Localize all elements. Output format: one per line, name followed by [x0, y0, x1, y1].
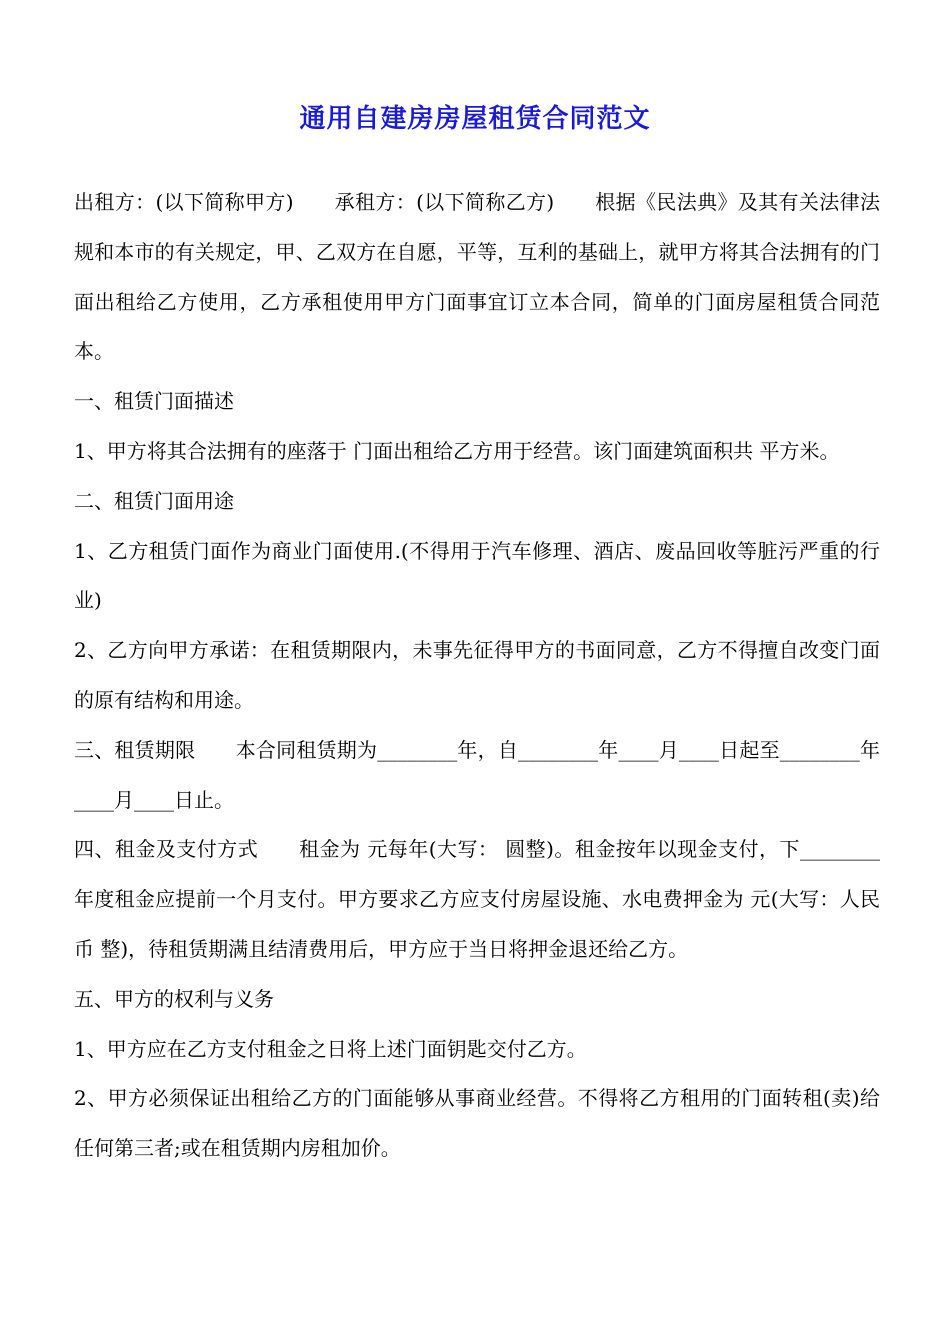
paragraph-preamble: 出租方：(以下简称甲方) 承租方：(以下简称乙方) 根据《民法典》及其有关法律法规和本市的有关规定，甲、乙双方在自愿，平等，互利的基础上，就甲方将其合法拥有的门面出租给乙方使用，乙方承租使用甲方门面事宜订立本合同，简单的门面房屋租赁合同范本。: [74, 190, 880, 364]
paragraph-lease-term: 三、租赁期限 本合同租赁期为________年，自________年____月____日起至________年____月____日止。: [74, 737, 880, 812]
paragraph-usage-commitment: 2、乙方向甲方承诺：在租赁期限内，未事先征得甲方的书面同意，乙方不得擅自改变门面的原有结构和用途。: [74, 638, 880, 712]
paragraph-lessor-guarantee: 2、甲方必须保证出租给乙方的门面能够从事商业经营。不得将乙方租用的门面转租(卖)给任何第三者;或在租赁期内房租加价。: [74, 1086, 880, 1161]
section-heading-lessor-rights: 五、甲方的权利与义务: [74, 986, 274, 1011]
section-heading-usage: 二、租赁门面用途: [74, 488, 234, 513]
document-title: 通用自建房房屋租赁合同范文: [299, 104, 651, 135]
paragraph-rent-payment: 四、租金及支付方式 租金为 元每年(大写： 圆整)。租金按年以现金支付，下________年度租金应提前一个月支付。甲方要求乙方应支付房屋设施、水电费押金为 元(大写：人民币 整)，待租赁期满且结清费用后，甲方应于当日将押金退还给乙方。: [74, 837, 880, 961]
document-body: [74, 178, 880, 1174]
paragraph-location-area: 1、甲方将其合法拥有的座落于 门面出租给乙方用于经营。该门面建筑面积共 平方米。: [74, 438, 840, 463]
section-heading-description: 一、租赁门面描述: [74, 389, 234, 414]
paragraph-lessor-keys: 1、甲方应在乙方支付租金之日将上述门面钥匙交付乙方。: [74, 1036, 587, 1061]
paragraph-usage-commercial: 1、乙方租赁门面作为商业门面使用.(不得用于汽车修理、酒店、废品回收等脏污严重的行业): [74, 538, 880, 613]
